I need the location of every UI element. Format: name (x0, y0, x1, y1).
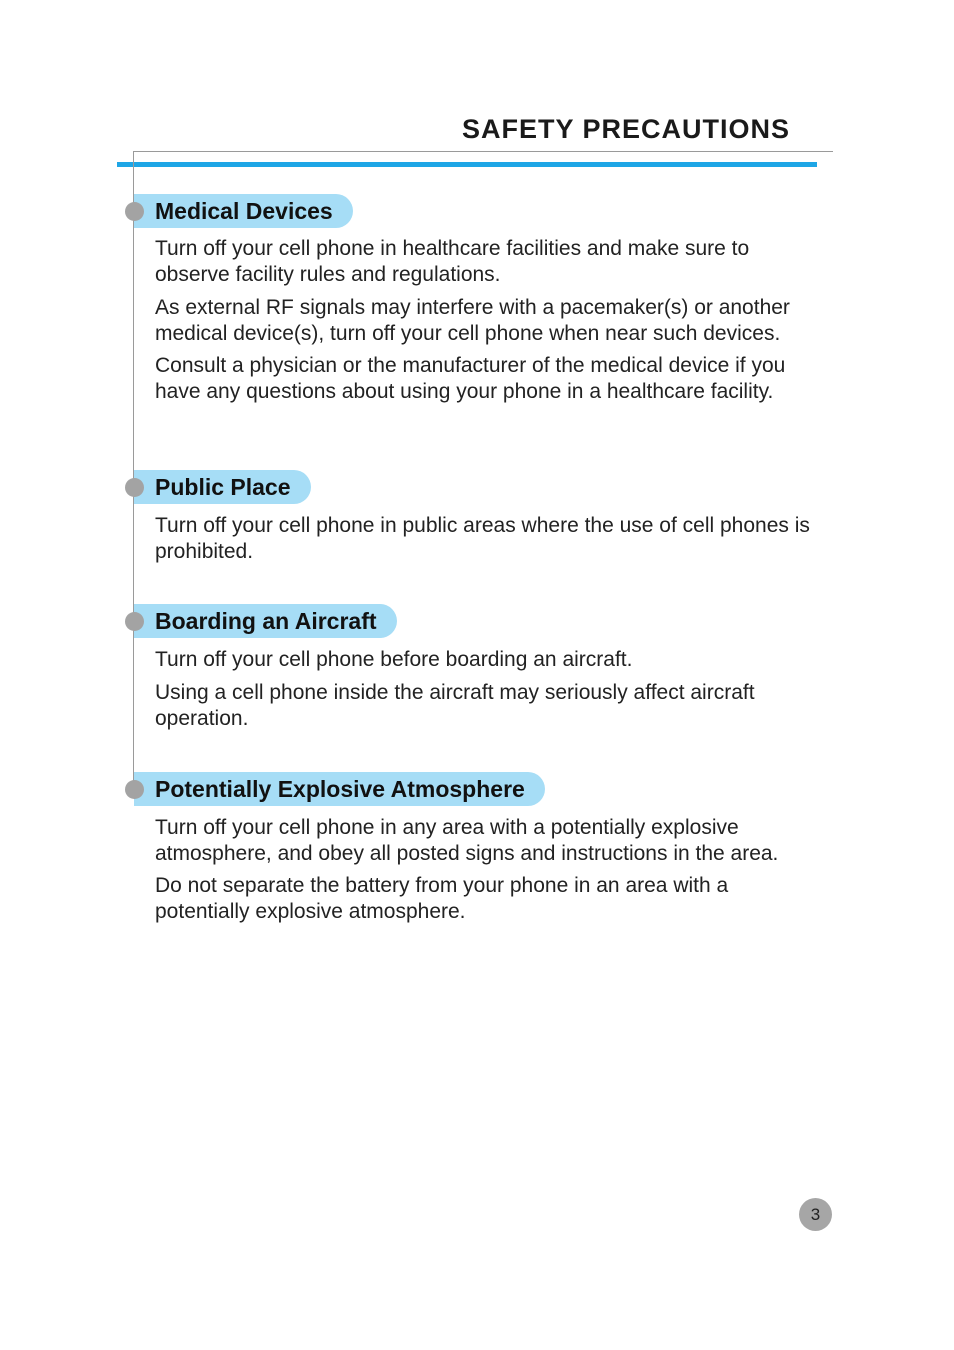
header-thin-rule (133, 151, 833, 152)
section-paragraph: Turn off your cell phone in any area with a potentially explosive atmosphere, and obey all posted signs and instructions in the area. (155, 816, 779, 865)
section-heading: Medical Devices (134, 194, 353, 228)
section-heading: Public Place (134, 470, 311, 504)
section-paragraph: Turn off your cell phone in healthcare facilities and make sure to observe facility rules and regulations. (155, 237, 750, 286)
section-paragraph: Turn off your cell phone in public areas where the use of cell phones is prohibited. (155, 514, 810, 563)
section-heading: Boarding an Aircraft (134, 604, 397, 638)
section-paragraph: Consult a physician or the manufacturer of the medical device if you have any questions about using your phone in a healthcare facility. (155, 354, 786, 403)
bullet-dot-icon (125, 478, 144, 497)
section-paragraph: Using a cell phone inside the aircraft may seriously affect aircraft operation. (155, 681, 755, 730)
page-title: SAFETY PRECAUTIONS (461, 114, 790, 144)
section-paragraph: As external RF signals may interfere with a pacemaker(s) or another medical device(s), turn off your cell phone when near such devices. (155, 296, 790, 345)
section-heading: Potentially Explosive Atmosphere (134, 772, 545, 806)
page-number-badge: 3 (799, 1198, 832, 1231)
bullet-dot-icon (125, 612, 144, 631)
header-accent-rule (117, 162, 817, 167)
section-paragraph: Turn off your cell phone before boarding an aircraft. (155, 648, 633, 671)
section-paragraph: Do not separate the battery from your phone in an area with a potentially explosive atmosphere. (155, 874, 729, 923)
bullet-dot-icon (125, 202, 144, 221)
bullet-dot-icon (125, 780, 144, 799)
